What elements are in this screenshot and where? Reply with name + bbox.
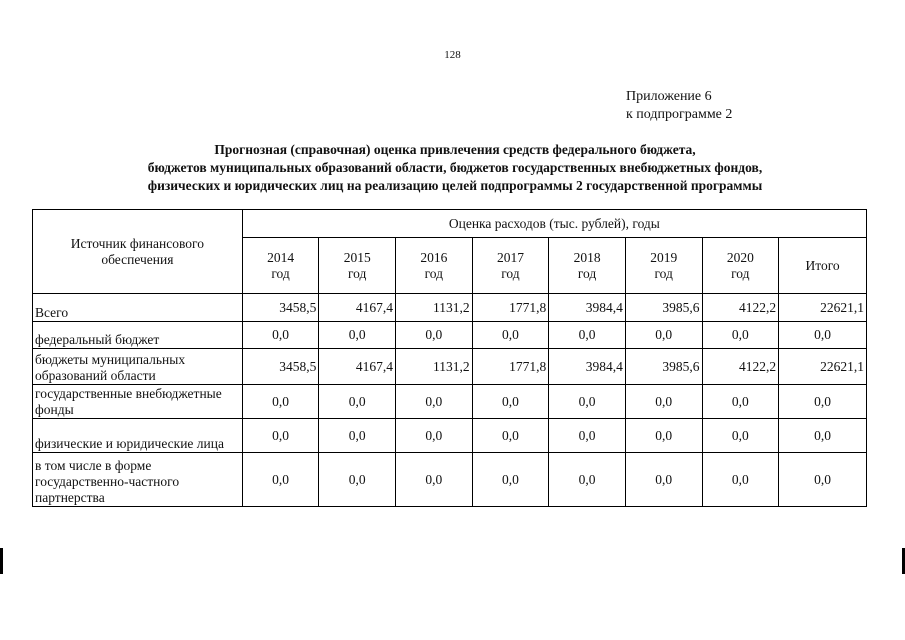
cell-value: 0,0: [319, 419, 396, 453]
cell-value: 0,0: [396, 453, 473, 507]
header-total: Итого: [779, 238, 867, 294]
header-year: 2020 год: [702, 238, 779, 294]
page-number: 128: [444, 49, 461, 61]
title-line: бюджетов муниципальных образований области, бюджетов государственных внебюджетных фондов,: [147, 160, 763, 175]
cell-value: 0,0: [625, 385, 702, 419]
appendix-note: [626, 88, 732, 124]
header-year: 2017 год: [472, 238, 549, 294]
cell-value: 0,0: [472, 385, 549, 419]
cell-value: 3458,5: [242, 294, 319, 322]
cell-total: 22621,1: [779, 294, 867, 322]
cell-total: 0,0: [779, 385, 867, 419]
cell-value: 3985,6: [625, 349, 702, 385]
cell-value: 0,0: [472, 419, 549, 453]
table-row: [33, 349, 867, 385]
cell-value: 0,0: [549, 385, 626, 419]
cell-value: 0,0: [319, 453, 396, 507]
row-label: федеральный бюджет: [33, 322, 243, 349]
cell-value: 4167,4: [319, 294, 396, 322]
cell-value: 0,0: [472, 322, 549, 349]
cell-value: 0,0: [625, 453, 702, 507]
cell-total: 22621,1: [779, 349, 867, 385]
cell-value: 0,0: [319, 322, 396, 349]
cell-value: 0,0: [702, 453, 779, 507]
header-year: 2015 год: [319, 238, 396, 294]
appendix-line: к подпрограмме 2: [626, 107, 733, 122]
header-year: 2019 год: [625, 238, 702, 294]
table-row: [33, 294, 867, 322]
header-year: 2016 год: [396, 238, 473, 294]
row-label: государственные внебюджетные фонды: [33, 385, 243, 419]
cell-value: 1131,2: [396, 294, 473, 322]
cell-value: 1771,8: [472, 349, 549, 385]
row-label: в том числе в форме государственно-частного партнерства: [33, 453, 243, 507]
cell-value: 3984,4: [549, 349, 626, 385]
cell-value: 3458,5: [242, 349, 319, 385]
cell-value: 0,0: [396, 419, 473, 453]
header-year: 2018 год: [549, 238, 626, 294]
table-row: [33, 322, 867, 349]
table-row: [33, 453, 867, 507]
cell-total: 0,0: [779, 453, 867, 507]
cell-value: 0,0: [242, 322, 319, 349]
cell-value: 0,0: [702, 419, 779, 453]
cell-value: 0,0: [319, 385, 396, 419]
cell-value: 3984,4: [549, 294, 626, 322]
document-title: [80, 141, 830, 195]
appendix-line: Приложение 6: [626, 89, 712, 104]
title-line: Прогнозная (справочная) оценка привлечения средств федерального бюджета,: [214, 142, 696, 157]
cell-value: 0,0: [702, 385, 779, 419]
cell-value: 0,0: [242, 453, 319, 507]
cell-value: 1131,2: [396, 349, 473, 385]
cell-value: 0,0: [549, 322, 626, 349]
cell-value: 4167,4: [319, 349, 396, 385]
cell-value: 4122,2: [702, 349, 779, 385]
cell-total: 0,0: [779, 419, 867, 453]
cell-value: 0,0: [702, 322, 779, 349]
cell-value: 0,0: [549, 453, 626, 507]
header-source: Источник финансового обеспечения: [33, 210, 243, 294]
scan-edge-mark: [0, 548, 3, 574]
cell-value: 3985,6: [625, 294, 702, 322]
cell-value: 1771,8: [472, 294, 549, 322]
row-label: физические и юридические лица: [33, 419, 243, 453]
cell-value: 0,0: [625, 419, 702, 453]
row-label: Всего: [33, 294, 243, 322]
table-row: [33, 385, 867, 419]
header-expense-estimate: Оценка расходов (тыс. рублей), годы: [242, 210, 866, 238]
cell-value: 0,0: [549, 419, 626, 453]
cell-value: 0,0: [625, 322, 702, 349]
row-label: бюджеты муниципальных образований области: [33, 349, 243, 385]
table-row: [33, 419, 867, 453]
cell-value: 4122,2: [702, 294, 779, 322]
cell-value: 0,0: [396, 322, 473, 349]
title-line: физических и юридических лиц на реализацию целей подпрограммы 2 государственной программы: [147, 178, 763, 193]
cell-value: 0,0: [242, 419, 319, 453]
cell-value: 0,0: [472, 453, 549, 507]
budget-table: [32, 209, 867, 507]
cell-total: 0,0: [779, 322, 867, 349]
cell-value: 0,0: [396, 385, 473, 419]
header-year: 2014 год: [242, 238, 319, 294]
cell-value: 0,0: [242, 385, 319, 419]
